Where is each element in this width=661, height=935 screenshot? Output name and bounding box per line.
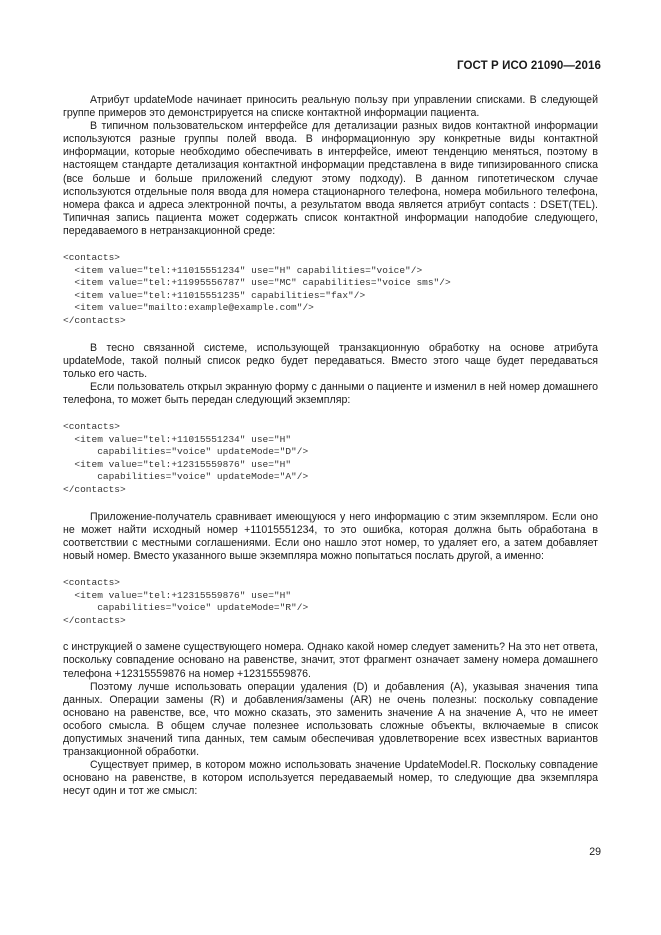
page-body xyxy=(63,94,598,799)
paragraph: с инструкцией о замене существующего номера. Однако какой номер следует заменить? На это нет ответа, поскольку совпадение основано на равенстве, значит, этот фрагмент означает замену номера домашнего телефона +12315559876 на номер +12315559876. xyxy=(63,641,598,680)
code-block: <contacts> <item value="tel:+11015551234" use="H" capabilities="voice" updateMode="D"/> <item value="tel:+12315559876" use="H" capabilities="voice" updateMode="A"/> </contacts> xyxy=(63,421,309,496)
paragraph: В типичном пользовательском интерфейсе для детализации разных видов контактной информации используются разные группы полей ввода. В информационную эру конкретные виды контактной информации, которые необходимо обеспечивать в интерфейсе, имеют тенденцию меняться, поэтому в настоящем стандарте детализация контактной информации представлена в виде типизированного списка (все больше и больше приложений следуют этому подходу). В данном гипотетическом случае используются отдельные поля ввода для номера стационарного телефона, номера мобильного телефона, номера факса и адреса электронной почты, а результатом ввода является атрибут contacts : DSET(TEL). Типичная запись пациента может содержать список контактной информации наподобие следующего, передаваемого в нетранзакционной среде: xyxy=(63,120,598,237)
paragraph: В тесно связанной системе, использующей транзакционную обработку на основе атрибута updateMode, такой полный список редко будет передаваться. Вместо этого чаще будет передаваться только его часть. xyxy=(63,341,598,380)
paragraph: Атрибут updateMode начинает приносить реальную пользу при управлении списками. В следующей группе примеров это демонстрируется на списке контактной информации пациента. xyxy=(63,94,598,120)
page-number: 29 xyxy=(589,846,601,858)
paragraph: Приложение-получатель сравнивает имеющуюся у него информацию с этим экземпляром. Если оно не может найти исходный номер +11015551234, то это ошибка, которая должна быть обработана в соответствии с местными соглашениями. Если оно нашло этот номер, то удаляет его, а затем добавляет новый номер. Вместо указанного выше экземпляра можно попытаться послать другой, а именно: xyxy=(63,510,598,562)
document-header xyxy=(457,60,601,72)
paragraph: Если пользователь открыл экранную форму с данными о пациенте и изменил в ней номер домашнего телефона, то может быть передан следующий экземпляр: xyxy=(63,380,598,406)
paragraph: Поэтому лучше использовать операции удаления (D) и добавления (A), указывая значения типа данных. Операции замены (R) и добавления/замены (AR) не очень полезны: поскольку совпадение основано на равенстве, все, что можно сказать, это заменить значение A на значение A, что не имеет особого смысла. В общем случае полезнее использовать сложные объекты, включаемые в список допустимых значений типа данных, тем самым обеспечивая удовлетворение всех известных вариантов транзакционной обработки. xyxy=(63,680,598,759)
standard-number: ГОСТ Р ИСО 21090—2016 xyxy=(456,60,601,72)
paragraph: Существует пример, в котором можно использовать значение UpdateModel.R. Поскольку совпадение основано на равенстве, в котором используется передаваемый номер, то следующие два экземпляра несут один и тот же смысл: xyxy=(63,759,598,798)
code-block: <contacts> <item value="tel:+12315559876" use="H" capabilities="voice" updateMode="R"/> </contacts> xyxy=(63,577,309,626)
code-block: <contacts> <item value="tel:+11015551234" use="H" capabilities="voice"/> <item value="tel:+11995556787" use="MC" capabilities="voice sms"/> <item value="tel:+11015551235" capabilities="fax"/> <item value="mailto:example@example.com"/> </contacts> xyxy=(63,252,451,326)
